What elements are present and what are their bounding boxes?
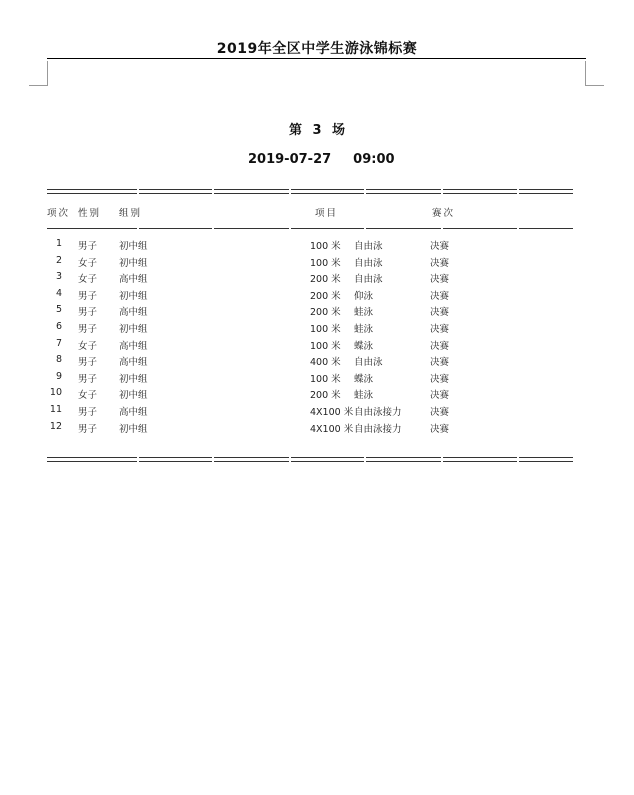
- row-event: 仰泳: [354, 290, 374, 302]
- row-group: 初中组: [119, 390, 148, 402]
- row-distance: 100 米: [310, 241, 341, 252]
- row-number: 11: [49, 404, 62, 415]
- row-event: 蛙泳: [354, 324, 374, 335]
- row-distance: 100 米: [310, 373, 341, 385]
- rule-gap: [289, 226, 291, 231]
- row-gender: 男子: [78, 373, 98, 385]
- row-group: 初中组: [119, 423, 148, 435]
- row-round: 决赛: [430, 290, 450, 302]
- document-header-title: 2019年全区中学生游泳锦标赛: [216, 41, 418, 57]
- rule-gap: [364, 189, 366, 194]
- rule-gap: [517, 189, 519, 194]
- row-gender: 男子: [78, 357, 98, 369]
- row-gender: 男子: [78, 423, 98, 435]
- row-round: 决赛: [430, 324, 450, 335]
- page-corner-mark-left: [29, 61, 48, 86]
- column-header-event: 项目: [315, 208, 339, 219]
- row-group: 初中组: [119, 257, 148, 269]
- row-group: 高中组: [119, 407, 148, 418]
- row-round: 决赛: [430, 241, 450, 252]
- header-rule: [47, 58, 586, 59]
- row-number: 4: [55, 287, 62, 299]
- row-round: 决赛: [430, 423, 450, 435]
- row-number: 9: [55, 370, 62, 382]
- row-gender: 女子: [78, 257, 98, 269]
- column-header-no: 项次: [47, 208, 71, 219]
- row-distance: 4X100 米: [310, 407, 354, 418]
- row-round: 决赛: [430, 340, 450, 352]
- row-gender: 男子: [78, 324, 98, 335]
- row-event: 自由泳: [354, 274, 383, 286]
- row-round: 决赛: [430, 390, 450, 402]
- row-number: 8: [55, 354, 62, 366]
- row-distance: 4X100 米: [310, 423, 354, 435]
- table-bottom-double-rule: [47, 457, 573, 462]
- row-gender: 男子: [78, 307, 98, 319]
- row-gender: 男子: [78, 290, 98, 302]
- row-group: 高中组: [119, 340, 148, 352]
- rule-gap: [517, 226, 519, 231]
- rule-gap: [441, 226, 443, 231]
- row-event: 蝶泳: [354, 373, 374, 385]
- row-number: 3: [55, 271, 62, 283]
- rule-gap: [212, 189, 214, 194]
- rule-gap: [441, 189, 443, 194]
- row-distance: 100 米: [310, 324, 341, 335]
- row-gender: 男子: [78, 241, 98, 252]
- rule-gap: [137, 226, 139, 231]
- row-group: 初中组: [119, 241, 148, 252]
- row-distance: 400 米: [310, 357, 341, 369]
- rule-gap: [289, 189, 291, 194]
- row-event: 自由泳: [354, 241, 383, 252]
- row-number: 2: [55, 254, 62, 266]
- row-distance: 200 米: [310, 290, 341, 302]
- row-distance: 100 米: [310, 257, 341, 269]
- row-distance: 200 米: [310, 307, 341, 319]
- rule-gap: [212, 457, 214, 462]
- row-round: 决赛: [430, 257, 450, 269]
- rule-gap: [137, 189, 139, 194]
- row-event: 自由泳: [354, 357, 383, 369]
- row-group: 高中组: [119, 274, 148, 286]
- rule-gap: [137, 457, 139, 462]
- row-number: 7: [55, 337, 62, 349]
- row-round: 决赛: [430, 274, 450, 286]
- table-top-double-rule: [47, 189, 573, 194]
- row-group: 高中组: [119, 357, 148, 369]
- row-gender: 女子: [78, 390, 98, 402]
- rule-gap: [289, 457, 291, 462]
- rule-gap: [212, 226, 214, 231]
- column-header-round: 赛次: [432, 208, 456, 219]
- session-title: 第 3 场: [288, 123, 346, 138]
- session-time: 09:00: [353, 152, 395, 167]
- row-event: 自由泳接力: [354, 407, 402, 418]
- row-event: 蝶泳: [354, 340, 374, 352]
- row-event: 自由泳接力: [354, 423, 402, 435]
- row-gender: 女子: [78, 340, 98, 352]
- row-round: 决赛: [430, 373, 450, 385]
- rule-gap: [364, 457, 366, 462]
- row-group: 初中组: [119, 324, 148, 335]
- row-event: 自由泳: [354, 257, 383, 269]
- row-distance: 100 米: [310, 340, 341, 352]
- column-header-gender: 性别: [78, 208, 102, 219]
- table-header-rule: [47, 228, 573, 229]
- rule-gap: [364, 226, 366, 231]
- row-distance: 200 米: [310, 274, 341, 286]
- row-number: 1: [55, 238, 62, 249]
- session-date: 2019-07-27: [248, 152, 332, 167]
- rule-gap: [441, 457, 443, 462]
- session-datetime: [248, 152, 395, 167]
- row-event: 蛙泳: [354, 307, 374, 319]
- row-number: 12: [49, 420, 62, 432]
- row-round: 决赛: [430, 407, 450, 418]
- row-number: 5: [55, 304, 62, 316]
- row-round: 决赛: [430, 307, 450, 319]
- page-corner-mark-right: [585, 61, 604, 86]
- row-round: 决赛: [430, 357, 450, 369]
- row-gender: 女子: [78, 274, 98, 286]
- row-distance: 200 米: [310, 390, 341, 402]
- row-group: 初中组: [119, 373, 148, 385]
- row-event: 蛙泳: [354, 390, 374, 402]
- row-gender: 男子: [78, 407, 98, 418]
- column-header-group: 组别: [119, 208, 143, 219]
- row-group: 高中组: [119, 307, 148, 319]
- row-number: 6: [55, 321, 62, 332]
- row-group: 初中组: [119, 290, 148, 302]
- rule-gap: [517, 457, 519, 462]
- row-number: 10: [49, 387, 62, 399]
